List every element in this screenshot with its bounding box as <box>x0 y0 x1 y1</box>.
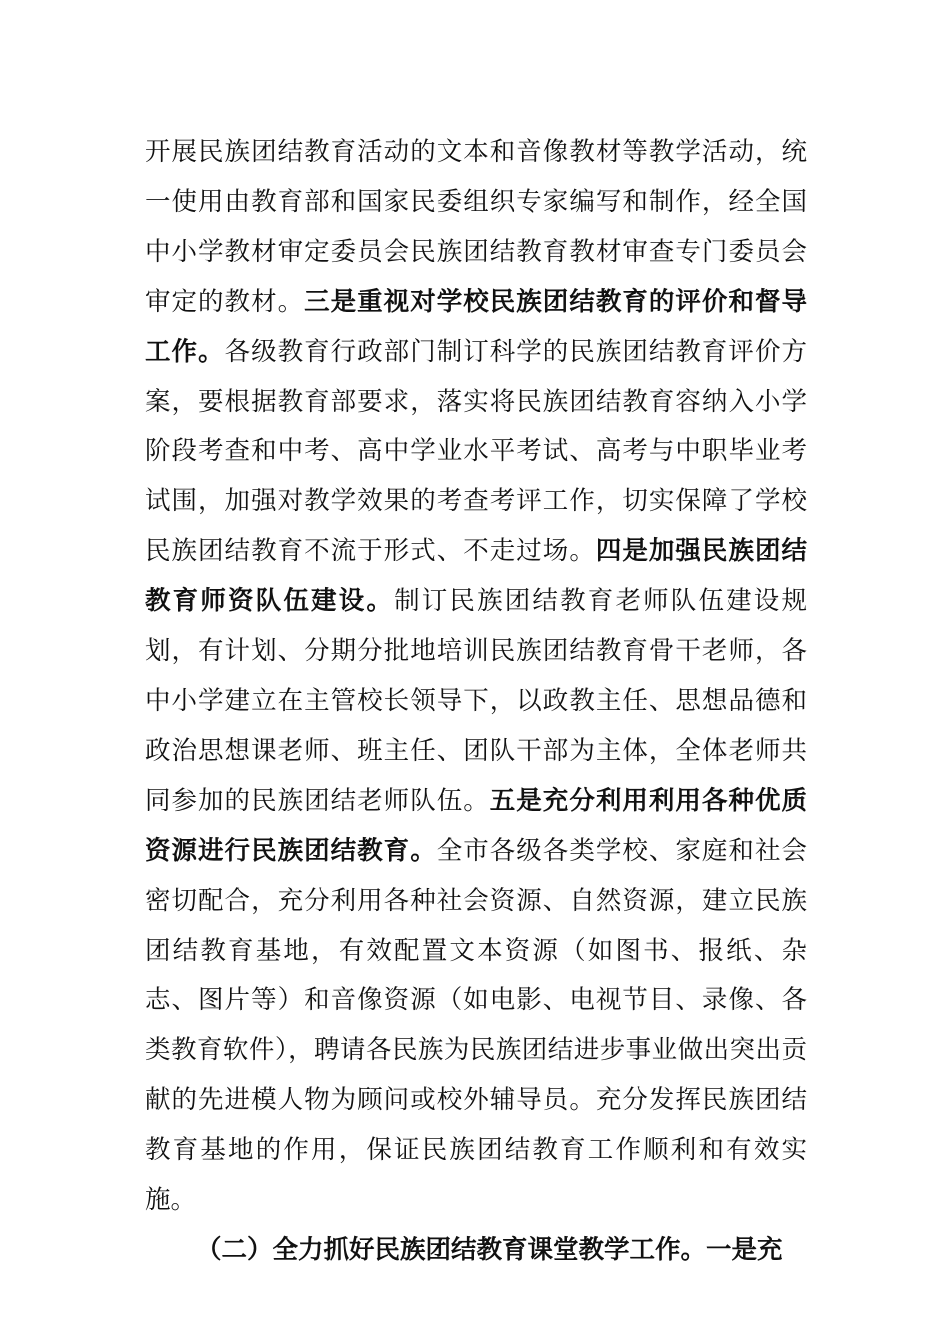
text-run: 全市各级各类学校、家庭和社会密切配合，充分利用各种社会资源、自然资源，建立民族团结教育基地，有效配置文本资源（如图书、报纸、杂志、图片等）和音像资源（如电影、电视节目、录像、各类教育软件），聘请各民族为民族团结进步事业做出突出贡献的先进模人物为顾问或校外辅导员。充分发挥民族团结教育基地的作用，保证民族团结教育工作顺利和有效实施。 <box>145 835 807 1216</box>
body-paragraph-1 <box>145 128 807 1226</box>
document-page <box>145 128 807 1276</box>
text-run: 各级教育行政部门制订科学的民族团结教育评价方案，要根据教育部要求，落实将民族团结教育容纳入小学阶段考查和中考、高中学业水平考试、高考与中职毕业考试围，加强对教学效果的考查考评工作，切实保障了学校民族团结教育不流于形式、不走过场。 <box>145 336 807 567</box>
bold-heading-run: 四是加强民族团结教育师资队伍建设。 <box>145 536 807 617</box>
text-run: 开展民族团结教育活动的文本和音像教材等教学活动，统一使用由教育部和国家民委组织专家编写和制作，经全国中小学教材审定委员会民族团结教育教材审查专门委员会审定的教材。 <box>145 137 807 317</box>
body-paragraph-2 <box>145 1226 807 1276</box>
bold-heading-run: 五是充分利用利用各种优质资源进行民族团结教育。 <box>145 785 807 866</box>
text-run: 制订民族团结教育老师队伍建设规划，有计划、分期分批地培训民族团结教育骨干老师，各中小学建立在主管校长领导下，以政教主任、思想品德和政治思想课老师、班主任、团队干部为主体，全体老师共同参加的民族团结老师队伍。 <box>145 586 807 816</box>
section-heading-run: （二）全力抓好民族团结教育课堂教学工作。一是充 <box>196 1234 783 1265</box>
bold-heading-run: 三是重视对学校民族团结教育的评价和督导工作。 <box>145 286 807 367</box>
